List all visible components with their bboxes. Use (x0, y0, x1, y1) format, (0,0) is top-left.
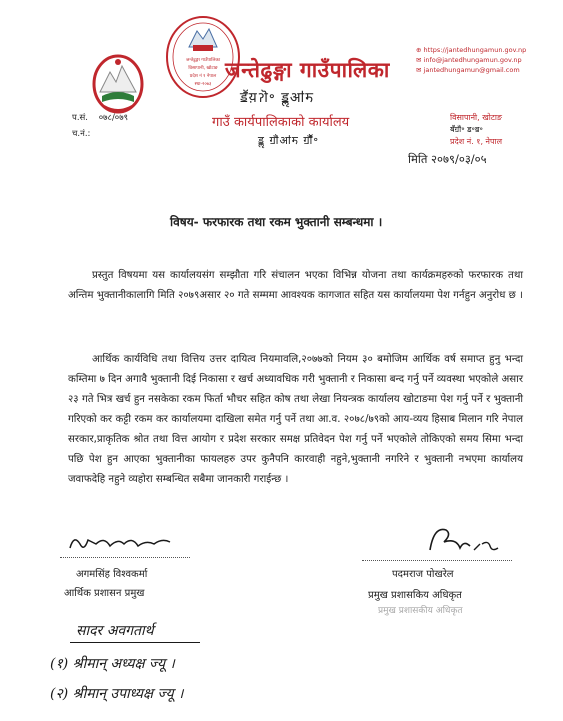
contact-gmail[interactable]: ✉ jantedhungamun@gmail.com (416, 66, 520, 74)
address-line-1: विसापानी, खोटाङ (450, 113, 503, 122)
right-signatory-title: प्रमुख प्रशासकिय अधिकृत (368, 590, 462, 601)
mail-icon: ✉ (416, 66, 422, 74)
handwritten-heading: सादर अवगतार्थ (76, 623, 154, 639)
globe-icon: ⊕ (416, 46, 422, 54)
contact-email[interactable]: ✉ info@jantedhungamun.gov.np (416, 56, 522, 64)
right-signature (400, 520, 510, 560)
svg-text:विसापानी, खोटाङ: विसापानी, खोटाङ (188, 66, 218, 71)
letter-subject: विषय- फरफारक तथा रकम भुक्तानी सम्बन्धमा । (170, 215, 383, 229)
handwritten-line-2: (२) श्रीमान् उपाध्यक्ष ज्यू । (50, 686, 184, 702)
right-signatory-name: पदमराज पोखरेल (392, 569, 454, 580)
address-line-2: ॺॕॻॏ॰ ॾ॰ॿ॰ (450, 125, 483, 134)
office-name-alt: ॾॢ ॻॏॴॸ ॻॏॕ॰ (258, 134, 320, 147)
handwritten-line-1: (१) श्रीमान् अध्यक्ष ज्यू । (50, 656, 175, 672)
office-name: गाउँ कार्यपालिकाको कार्यालय (212, 115, 350, 130)
patra-sankhya: प.सं. ०७८/०७९ (72, 113, 129, 123)
letter-date: मिति २०७९/०३/०५ (408, 152, 487, 166)
nepal-emblem (90, 52, 146, 116)
body-paragraph-2: आर्थिक कार्यविधि तथा वित्तिय उत्तर दायित्व नियमावलि,२०७७को नियम ३० बमोजिम आर्थिक वर्ष समाप्त हुनु भन्दा कम्तिमा ७ दिन अगावै भुक्तानी दिई निकासा र खर्च अध्यावधिक गरी भुक्तानी र निकासा बन्द गर्नु पर्ने व्यवस्था भएकोले असार २३ गते भित्र खर्च हुन नसकेका रकम फिर्ता भौचर सहित कोष तथा लेखा नियन्त्रक कार्यालय खोटाङमा पेश गर्नु पर्ने र भुक्तानी गरिएको कर कट्टी रकम कर कार्यालयमा दाखिला समेत गर्नु पर्ने तथा आ.व. २०७८/७९को आय-व्यय हिसाब मिलान गरि नेपाल सरकार,प्राकृतिक श्रोत तथा वित्त आयोग र प्रदेश सरकार समक्ष प्रतिवेदन पेश गर्नु पर्ने भएकोले तोकिएको समय सिमा भन्दा पछि पेश हुन आएका भुक्तानीका फायलहरु उपर कुनैपनि कारवाही नहुने,भुक्तानी नगरिने र भुक्तानी नभएमा कार्यालय जवाफदेहि नहुने व्यहोरा सम्बन्धित सबैमा जानकारी गराईन्छ । (68, 354, 523, 485)
svg-text:प्रदेश नं १ नेपाल: प्रदेश नं १ नेपाल (189, 74, 217, 79)
svg-text:जन्तेढुङ्गा गाउँपालिका: जन्तेढुङ्गा गाउँपालिका (186, 58, 220, 63)
contact-website[interactable]: ⊕ https://jantedhungamun.gov.np (416, 46, 527, 54)
left-signature (66, 530, 176, 556)
municipality-name: जन्तेढुङ्गा गाउँपालिका (225, 58, 390, 82)
body-paragraph-1: प्रस्तुत विषयमा यस कार्यालयसंग सम्झौता गरि संचालन भएका विभिन्न योजना तथा कार्यक्रमहरुको फरफारक तथा अन्तिम भुक्तानीकालागि मिति २०७९असार २० गते सम्ममा आवश्यक कागजात सहित यस कार्यालयमा पेश गर्नहुन अनुरोध छ । (68, 270, 523, 301)
chalani-number: च.नं.: (72, 129, 91, 139)
svg-text:स्था-२०७३: स्था-२०७३ (194, 82, 212, 87)
left-signatory-name: अगमसिंह विश्वकर्मा (76, 569, 148, 580)
mail-icon: ✉ (416, 56, 422, 64)
address-line-3: प्रदेश नं. १, नेपाल (450, 137, 503, 146)
municipality-name-alt: ॾॕय़ॽॊ॰ ॾॢॴॸ (240, 90, 314, 106)
left-signatory-title: आर्थिक प्रशासन प्रमुख (64, 588, 145, 599)
official-stamp: प्रमुख प्रशासकीय अधिकृत (378, 606, 463, 616)
